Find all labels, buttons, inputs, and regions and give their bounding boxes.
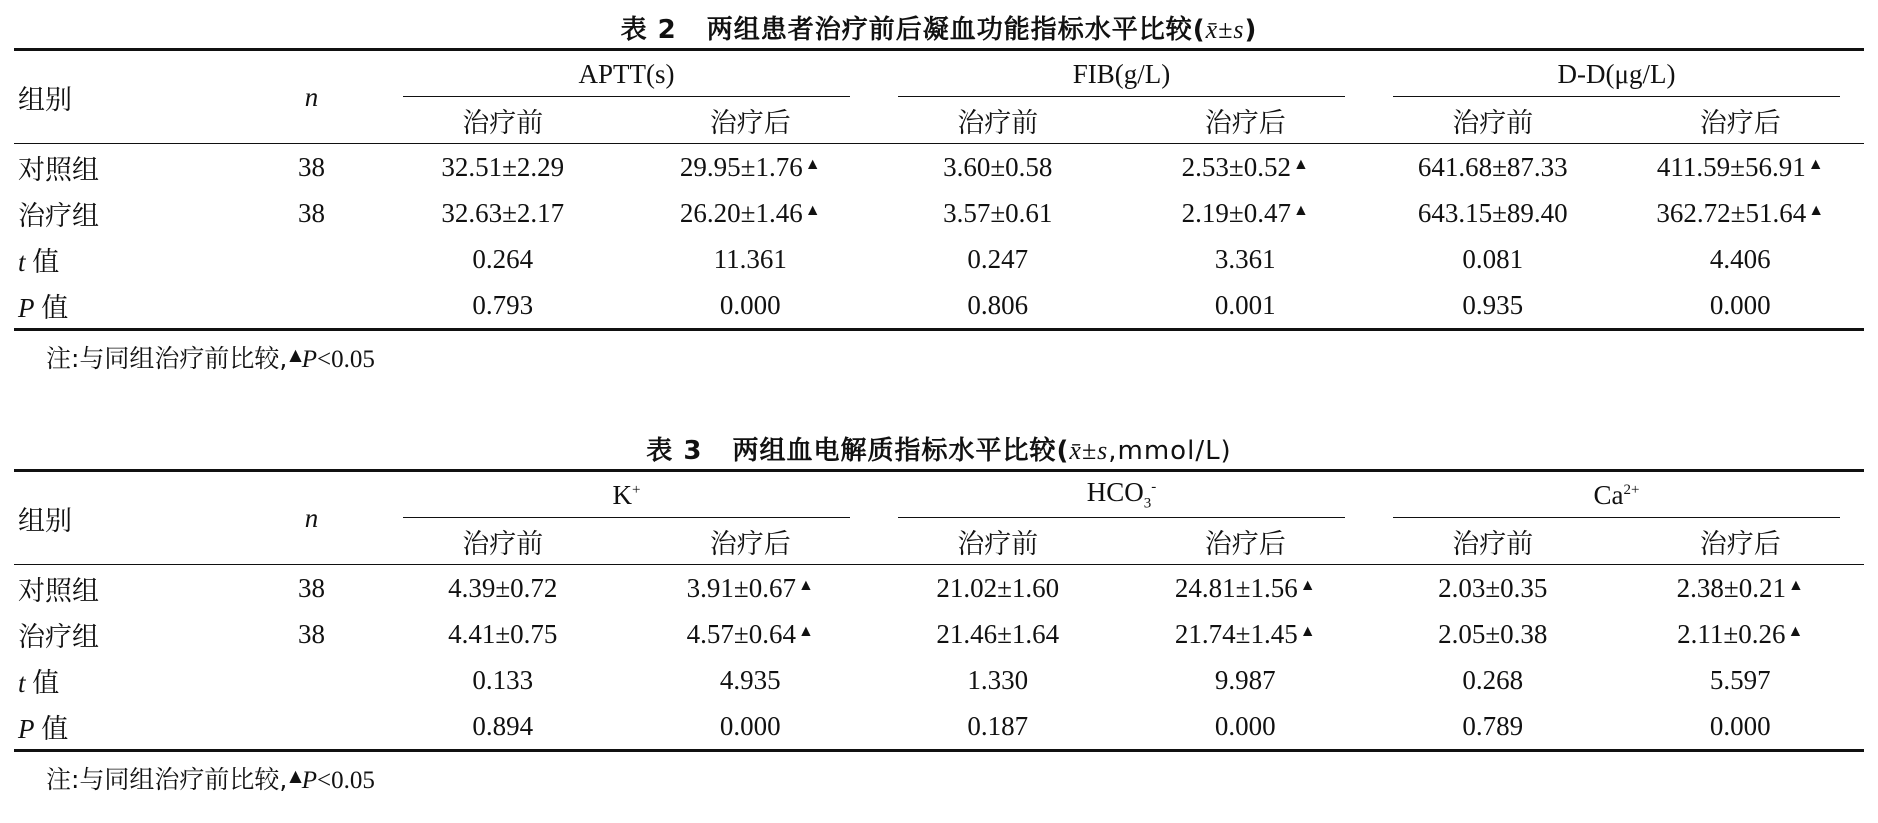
note-p: P	[301, 346, 317, 373]
table-cell	[627, 565, 875, 612]
row-label	[14, 657, 244, 703]
cell-value: 643.15±89.40	[1417, 197, 1568, 228]
header-before: 治疗前	[957, 107, 1039, 138]
table-row	[14, 236, 1864, 282]
header-hco-sub: 3	[1143, 495, 1152, 512]
cell-value: 21.02±1.60	[936, 572, 1060, 603]
table-cell	[874, 144, 1122, 191]
row-label-text: 值	[41, 713, 69, 744]
cell-value: 1.330	[967, 664, 1029, 695]
triangle-icon: ▲	[1787, 622, 1804, 640]
table-number: 表 3	[646, 436, 703, 466]
cell-value: 2.05±0.38	[1438, 618, 1548, 649]
header-bicarbonate	[874, 472, 1369, 518]
table-cell	[627, 611, 875, 657]
row-n: 38	[298, 151, 325, 182]
header-after: 治疗后	[1699, 528, 1781, 559]
cell-value: 0.133	[472, 664, 534, 695]
cell-value: 2.03±0.35	[1438, 572, 1548, 603]
row-label-text: 值	[32, 246, 60, 277]
cell-value: 2.11±0.26	[1677, 618, 1786, 649]
caption-text: 两组患者治疗前后凝血功能指标水平比较(	[706, 15, 1206, 45]
header-group: 组别	[18, 84, 72, 115]
table-cell	[1122, 657, 1370, 703]
table-cell	[1369, 144, 1617, 191]
header-fib: FIB(g/L)	[874, 51, 1369, 97]
note-text: 注:与同组治疗前比较,	[46, 344, 288, 373]
table-cell	[1369, 236, 1617, 282]
table-cell	[379, 282, 627, 330]
header-before: 治疗前	[462, 107, 544, 138]
cell-value: 0.789	[1462, 710, 1524, 741]
caption-unit: ,mmol/L)	[1108, 436, 1232, 466]
triangle-icon: ▲	[1299, 576, 1316, 594]
table-row	[14, 703, 1864, 751]
table-row	[14, 190, 1864, 236]
table-row	[14, 565, 1864, 612]
table-cell	[379, 190, 627, 236]
header-after: 治疗后	[709, 528, 791, 559]
triangle-icon: ▲	[1808, 201, 1825, 219]
cell-value: 362.72±51.64	[1656, 197, 1807, 228]
row-label-text: 值	[41, 292, 69, 323]
table-cell	[874, 190, 1122, 236]
table-3-caption	[14, 433, 1864, 469]
table-row	[14, 657, 1864, 703]
triangle-icon: ▲	[1299, 622, 1316, 640]
table-cell	[1617, 236, 1865, 282]
header-before: 治疗前	[1452, 528, 1534, 559]
table-cell	[874, 611, 1122, 657]
table-cell	[1369, 657, 1617, 703]
row-label	[14, 236, 244, 282]
row-label-text: 值	[32, 667, 60, 698]
row-label-statistic: t	[18, 246, 26, 277]
table-cell	[1369, 282, 1617, 330]
triangle-icon: ▲	[797, 622, 814, 640]
row-label-text: 对照组	[18, 575, 99, 606]
data-table	[14, 51, 1864, 331]
header-k-sup: +	[632, 481, 641, 498]
table-cell	[1617, 282, 1865, 330]
header-calcium	[1369, 472, 1864, 518]
caption-text: 两组血电解质指标水平比较(	[732, 436, 1070, 466]
table-cell	[874, 657, 1122, 703]
header-after: 治疗后	[709, 107, 791, 138]
row-label	[14, 611, 244, 657]
table-cell	[379, 144, 627, 191]
table-cell	[1617, 657, 1865, 703]
triangle-icon: ▲	[289, 766, 302, 785]
cell-value: 0.264	[472, 243, 534, 274]
header-n: n	[304, 502, 319, 533]
table-cell	[874, 565, 1122, 612]
table-cell	[1617, 190, 1865, 236]
table-cell	[874, 236, 1122, 282]
table-cell	[379, 565, 627, 612]
table-cell	[1617, 144, 1865, 191]
table-row	[14, 282, 1864, 330]
cell-value: 0.000	[719, 710, 781, 741]
row-n	[244, 236, 379, 282]
table-cell	[1617, 611, 1865, 657]
row-n: 38	[298, 197, 325, 228]
table-3	[14, 433, 1864, 800]
cell-value: 0.000	[719, 289, 781, 320]
table-cell	[874, 282, 1122, 330]
cell-value: 0.268	[1462, 664, 1524, 695]
row-label	[14, 144, 244, 191]
table-cell	[627, 657, 875, 703]
header-potassium	[379, 472, 874, 518]
cell-value: 641.68±87.33	[1417, 151, 1568, 182]
data-table	[14, 472, 1864, 752]
table-cell	[627, 282, 875, 330]
cell-value: 21.46±1.64	[936, 618, 1060, 649]
table-cell	[627, 190, 875, 236]
row-label-text: 治疗组	[18, 621, 99, 652]
table-cell	[1122, 144, 1370, 191]
header-after: 治疗后	[1204, 107, 1286, 138]
cell-value: 4.406	[1709, 243, 1771, 274]
row-n: 38	[298, 572, 325, 603]
cell-value: 24.81±1.56	[1174, 572, 1298, 603]
table-cell	[1369, 565, 1617, 612]
cell-value: 0.000	[1709, 710, 1771, 741]
note-value: <0.05	[316, 767, 375, 794]
note-value: <0.05	[316, 346, 375, 373]
header-dd: D-D(μg/L)	[1369, 51, 1864, 97]
caption-statistic: x̄±s	[1205, 15, 1245, 44]
row-label-statistic: t	[18, 667, 26, 698]
table-cell	[1122, 565, 1370, 612]
table-2	[14, 12, 1864, 379]
caption-close: )	[1244, 15, 1258, 45]
header-n: n	[304, 81, 319, 112]
triangle-icon: ▲	[804, 201, 821, 219]
cell-value: 2.19±0.47	[1181, 197, 1291, 228]
table-cell	[1617, 565, 1865, 612]
cell-value: 32.63±2.17	[441, 197, 565, 228]
cell-value: 21.74±1.45	[1174, 618, 1298, 649]
table-note	[14, 331, 1864, 379]
header-after: 治疗后	[1699, 107, 1781, 138]
row-label-text: 治疗组	[18, 200, 99, 231]
table-cell	[379, 657, 627, 703]
cell-value: 0.081	[1462, 243, 1524, 274]
table-cell	[1122, 611, 1370, 657]
table-cell	[1122, 703, 1370, 751]
cell-value: 26.20±1.46	[679, 197, 803, 228]
row-label-text: 对照组	[18, 154, 99, 185]
cell-value: 0.894	[472, 710, 534, 741]
table-note	[14, 752, 1864, 800]
cell-value: 0.935	[1462, 289, 1524, 320]
cell-value: 411.59±56.91	[1656, 151, 1806, 182]
table-body	[14, 144, 1864, 330]
cell-value: 3.57±0.61	[943, 197, 1053, 228]
triangle-icon: ▲	[1807, 155, 1824, 173]
cell-value: 29.95±1.76	[679, 151, 803, 182]
row-n	[244, 703, 379, 751]
table-cell	[1369, 611, 1617, 657]
triangle-icon: ▲	[1787, 576, 1804, 594]
table-row	[14, 144, 1864, 191]
cell-value: 2.53±0.52	[1181, 151, 1291, 182]
table-row	[14, 611, 1864, 657]
triangle-icon: ▲	[1292, 155, 1309, 173]
cell-value: 0.000	[1214, 710, 1276, 741]
row-n: 38	[298, 618, 325, 649]
cell-value: 0.187	[967, 710, 1029, 741]
table-cell	[379, 236, 627, 282]
table-cell	[1122, 282, 1370, 330]
row-n	[244, 657, 379, 703]
table-cell	[627, 236, 875, 282]
note-text: 注:与同组治疗前比较,	[46, 765, 288, 794]
table-cell	[379, 611, 627, 657]
cell-value: 11.361	[713, 243, 787, 274]
header-before: 治疗前	[462, 528, 544, 559]
cell-value: 0.247	[967, 243, 1029, 274]
row-label-statistic: P	[18, 713, 35, 744]
caption-statistic: x̄±s	[1069, 436, 1109, 465]
header-ca-sup: 2+	[1623, 481, 1640, 498]
table-body	[14, 565, 1864, 751]
header-after: 治疗后	[1204, 528, 1286, 559]
note-p: P	[301, 767, 317, 794]
triangle-icon: ▲	[289, 345, 302, 364]
cell-value: 4.935	[719, 664, 781, 695]
cell-value: 3.361	[1214, 243, 1276, 274]
cell-value: 0.001	[1214, 289, 1276, 320]
header-group: 组别	[18, 505, 72, 536]
header-before: 治疗前	[1452, 107, 1534, 138]
row-label	[14, 190, 244, 236]
cell-value: 0.806	[967, 289, 1029, 320]
table-2-caption	[14, 12, 1864, 48]
cell-value: 0.000	[1709, 289, 1771, 320]
header-before: 治疗前	[957, 528, 1039, 559]
header-aptt: APTT(s)	[379, 51, 874, 97]
cell-value: 4.41±0.75	[448, 618, 558, 649]
row-n	[244, 282, 379, 330]
cell-value: 2.38±0.21	[1676, 572, 1786, 603]
cell-value: 5.597	[1709, 664, 1771, 695]
header-hco-base: HCO	[1086, 477, 1144, 508]
table-cell	[627, 703, 875, 751]
row-label-statistic: P	[18, 292, 35, 323]
table-cell	[379, 703, 627, 751]
table-cell	[1122, 190, 1370, 236]
triangle-icon: ▲	[797, 576, 814, 594]
cell-value: 4.39±0.72	[448, 572, 558, 603]
header-k-base: K	[612, 479, 633, 510]
cell-value: 3.60±0.58	[943, 151, 1053, 182]
cell-value: 32.51±2.29	[441, 151, 565, 182]
table-cell	[627, 144, 875, 191]
row-label	[14, 703, 244, 751]
cell-value: 4.57±0.64	[686, 618, 796, 649]
row-label	[14, 282, 244, 330]
table-cell	[1122, 236, 1370, 282]
cell-value: 3.91±0.67	[686, 572, 796, 603]
table-cell	[1369, 703, 1617, 751]
triangle-icon: ▲	[1292, 201, 1309, 219]
table-cell	[1617, 703, 1865, 751]
table-cell	[1369, 190, 1617, 236]
triangle-icon: ▲	[804, 155, 821, 173]
header-ca-base: Ca	[1593, 479, 1624, 510]
row-label	[14, 565, 244, 612]
cell-value: 9.987	[1214, 664, 1276, 695]
header-hco-sup: -	[1151, 479, 1157, 496]
table-cell	[874, 703, 1122, 751]
table-number: 表 2	[620, 15, 677, 45]
cell-value: 0.793	[472, 289, 534, 320]
